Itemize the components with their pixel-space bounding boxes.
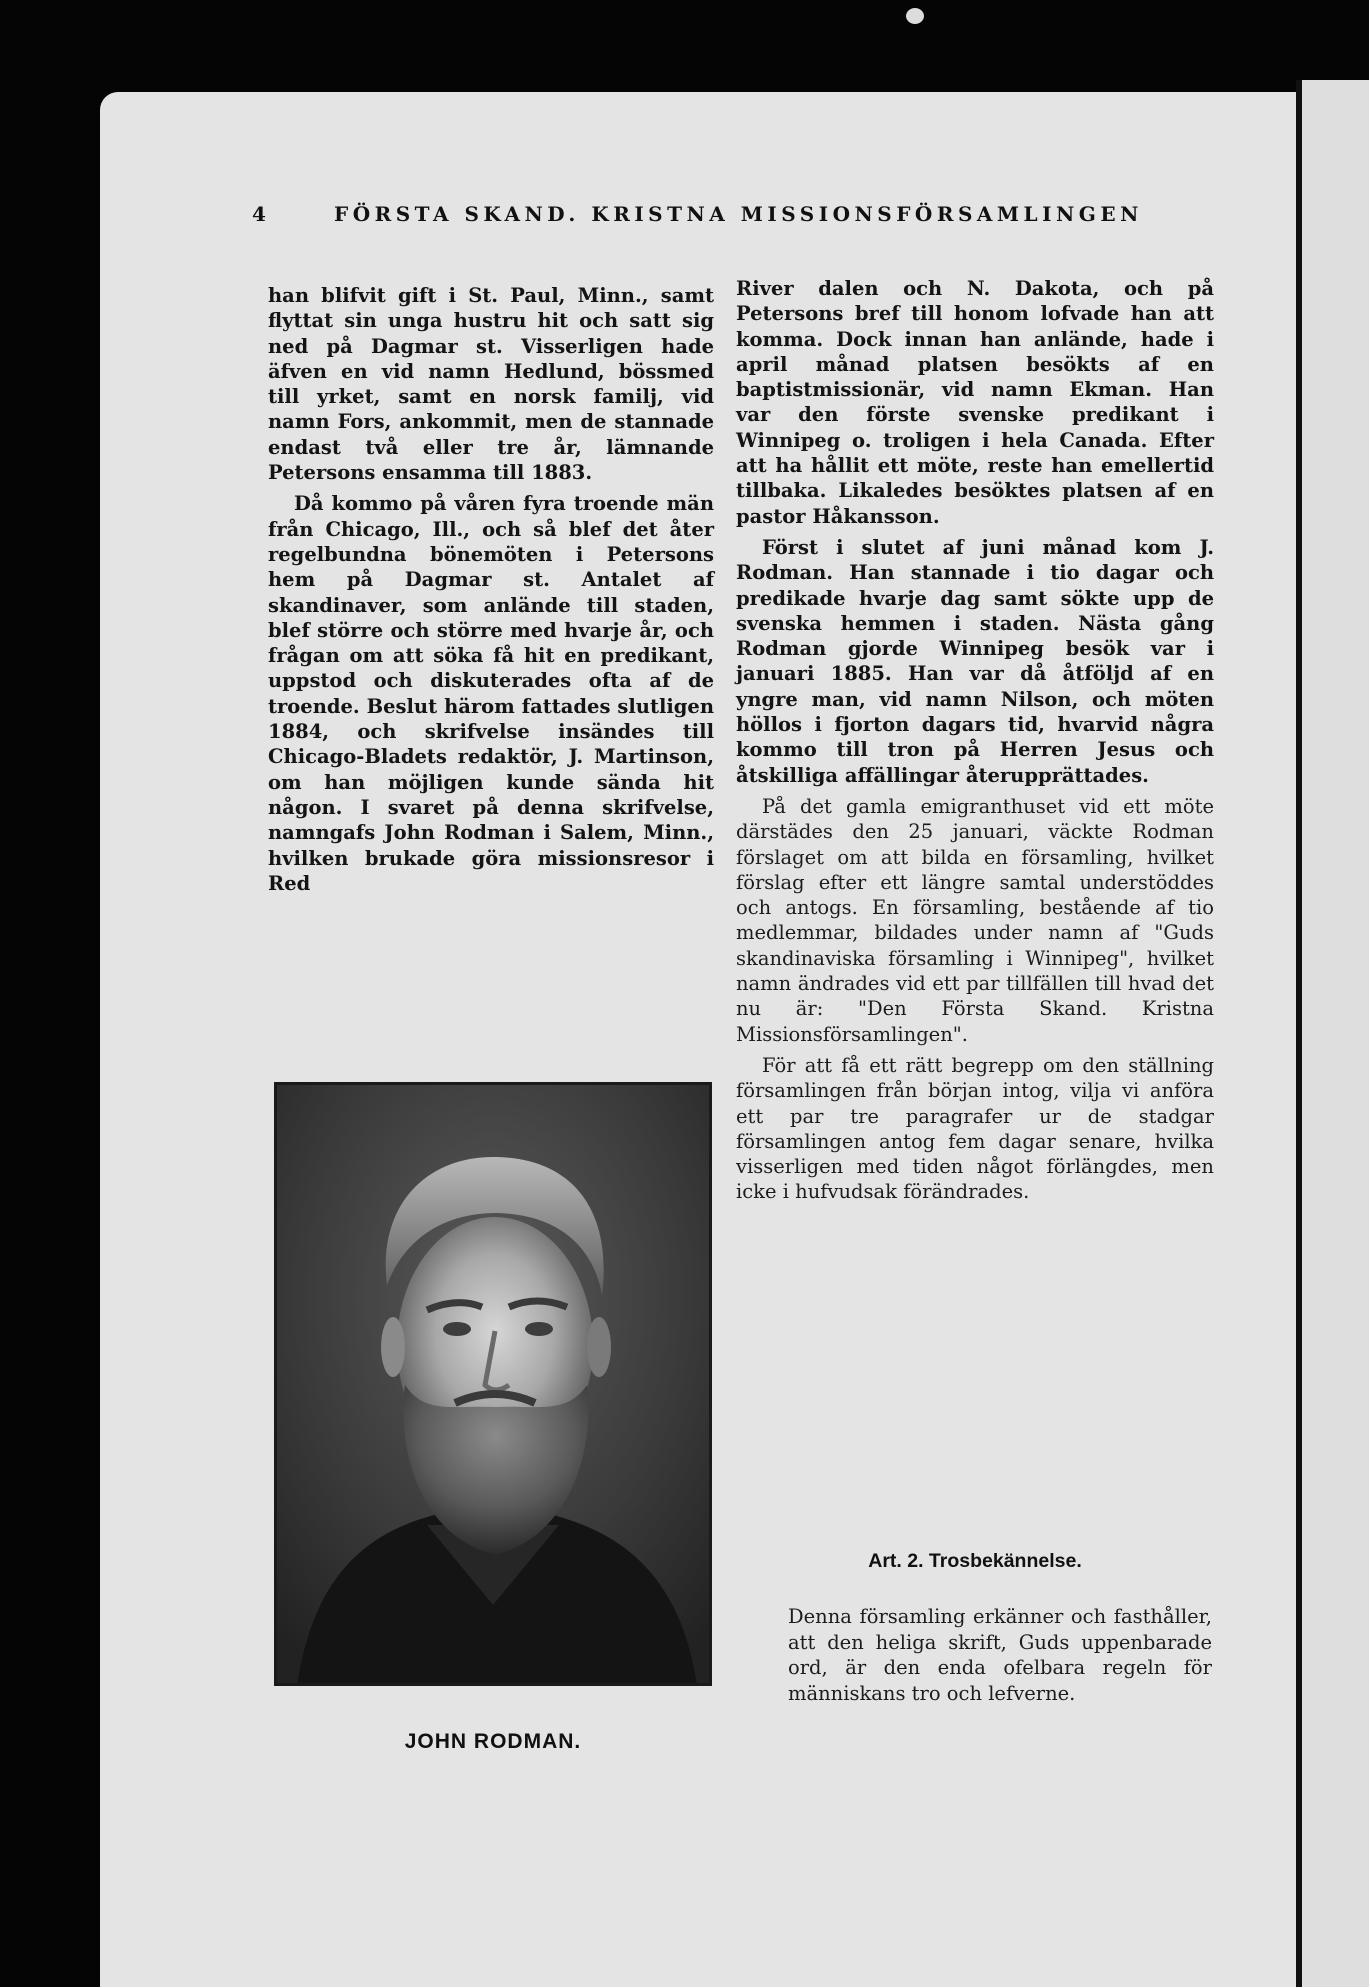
left-column <box>268 283 714 896</box>
portrait-caption: JOHN RODMAN. <box>404 1730 582 1753</box>
paragraph: För att få ett rätt begrepp om den ställning församlingen från början intog, vilja vi anföra ett par tre paragrafer ur de stadgar församlingen antog fem dagar senare, hvilka visserligen med tiden något förlängdes, men icke i hufvudsak förändrades. <box>736 1053 1214 1204</box>
paragraph: På det gamla emigranthuset vid ett möte därstädes den 25 januari, väckte Rodman förslaget om att bilda en församling, hvilket förslag efter ett längre samtal understöddes och antogs. En församling, bestående af tio medlemmar, bildades under namn af "Guds skandinaviska församling i Winnipeg", hvilket namn ändrades vid ett par tillfällen till hvad det nu är: "Den Första Skand. Kristna Missionsförsamlingen". <box>736 794 1214 1046</box>
page-number: 4 <box>252 202 271 226</box>
right-column <box>736 276 1214 1205</box>
article-heading: Art. 2. Trosbekännelse. <box>868 1550 1082 1572</box>
facing-page-edge <box>1302 80 1369 1987</box>
portrait-image <box>277 1085 709 1683</box>
paragraph: Denna församling erkänner och fasthåller, att den heliga skrift, Guds uppenbarade ord, är den enda ofelbara regeln för människans tro och lefverne. <box>788 1605 1212 1705</box>
paragraph: River dalen och N. Dakota, och på Petersons bref till honom lofvade han att komma. Dock innan han anlände, hade i april månad platsen besökts af en baptistmissionär, vid namn Ekman. Han var den förste svenske predikant i Winnipeg o. troligen i hela Canada. Efter att ha hållit ett möte, reste han emellertid tillbaka. Likaledes besöktes platsen af en pastor Håkansson. <box>736 277 1214 528</box>
running-title: FÖRSTA SKAND. KRISTNA MISSIONSFÖRSAMLINGEN <box>334 202 1143 226</box>
portrait-photo <box>274 1082 712 1686</box>
paragraph: han blifvit gift i St. Paul, Minn., samt flyttat sin unga hustru hit och satt sig ned på Dagmar st. Visserligen hade äfven en vid namn Hedlund, bössmed till yrket, samt en norsk familj, vid namn Fors, ankommit, men de stannade endast två eller tre år, lämnande Petersons ensamma till 1883. <box>268 284 714 485</box>
scan-speck <box>906 8 924 24</box>
running-header <box>252 202 1143 226</box>
paragraph: Först i slutet af juni månad kom J. Rodman. Han stannade i tio dagar och predikade hvarje dag samt sökte upp de svenska hemmen i staden. Nästa gång Rodman gjorde Winnipeg besök var i januari 1885. Han var då åtföljd af en yngre man, vid namn Nilson, och möten höllos i fjorton dagars tid, hvarvid några kommo till tron på Herren Jesus och åtskilliga affällingar återupprättades. <box>736 535 1214 787</box>
article-body <box>788 1604 1212 1706</box>
paragraph: Då kommo på våren fyra troende män från Chicago, Ill., och så blef det åter regelbundna bönemöten i Petersons hem på Dagmar st. Antalet af skandinaver, som anlände till staden, blef större och större med hvarje år, och frågan om att söka få hit en predikant, uppstod och diskuterades ofta af de troende. Beslut härom fattades slutligen 1884, och skrifvelse insändes till Chicago-Bladets redaktör, J. Martinson, om han möjligen kunde sända hit någon. I svaret på denna skrifvelse, namngafs John Rodman i Salem, Minn., hvilken brukade göra missionsresor i Red <box>268 492 714 895</box>
